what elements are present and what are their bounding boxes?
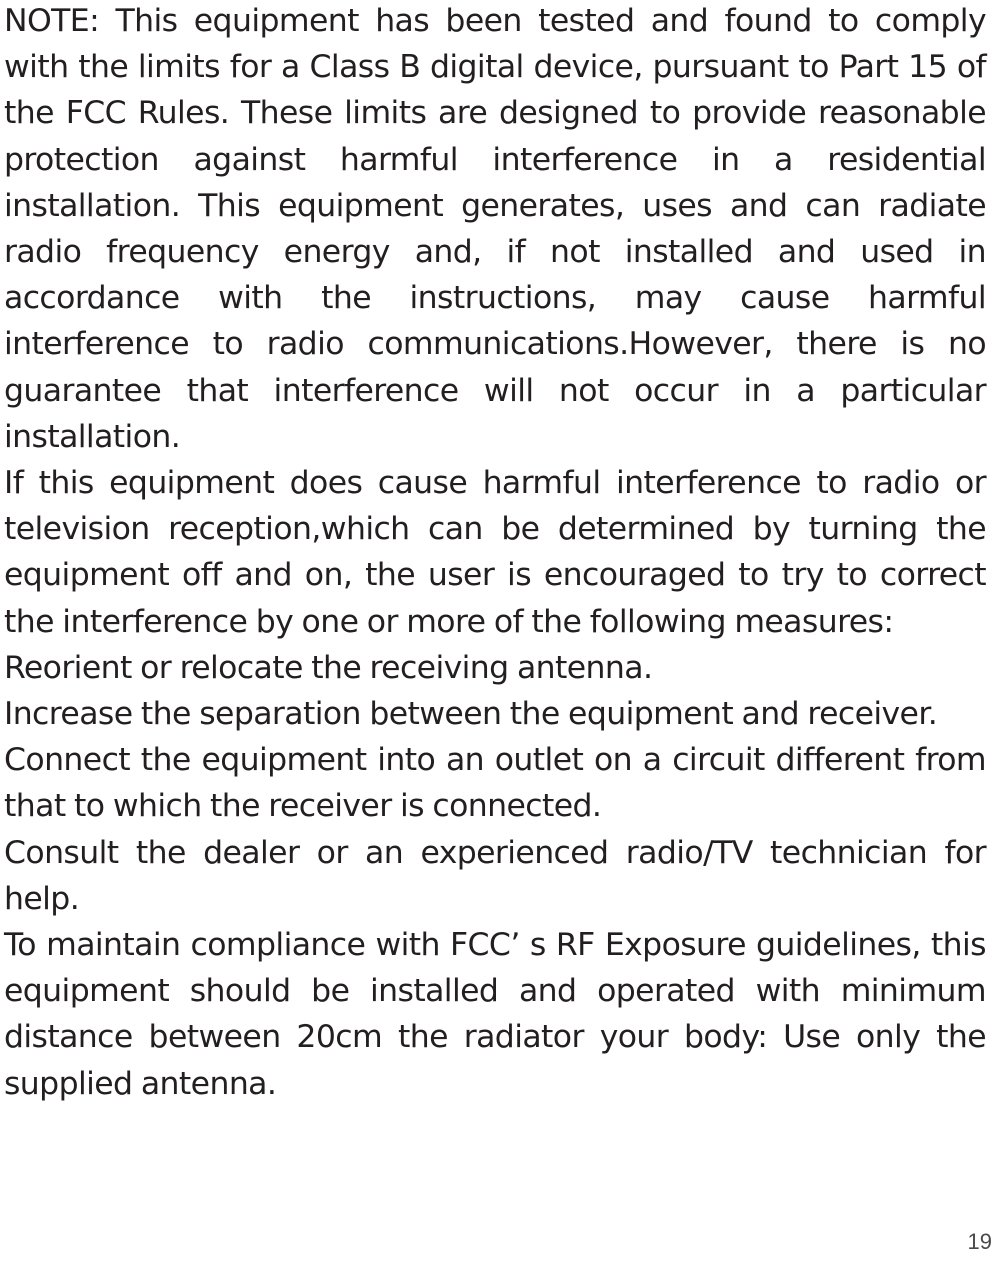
document-body (4, 0, 986, 1107)
measure-separation: Increase the separation between the equipment and receiver. (4, 696, 938, 733)
interference-paragraph: If this equipment does cause harmful interference to radio or television reception,which can be determined by turning the equipment off and on, the user is encouraged to try to correct the interference by one or more of the following measures: (4, 465, 986, 640)
fcc-note-paragraph: NOTE: This equipment has been tested and found to comply with the limits for a Class B digital device, pursuant to Part 15 of the FCC Rules. These limits are designed to provide reasonable protection against harmful interference in a residential installation. This equipment generates, uses and can radiate radio frequency energy and, if not installed and used in accordance with the instructions, may cause harmful interference to radio communications.However, there is no guarantee that interference will not occur in a particular installation. (4, 3, 986, 455)
page-number: 19 (967, 1229, 992, 1254)
measure-consult: Consult the dealer or an experienced radio/TV technician for help. (4, 834, 986, 917)
measure-outlet: Connect the equipment into an outlet on a circuit different from that to which the receiver is connected. (4, 742, 986, 825)
measure-reorient: Reorient or relocate the receiving antenna. (4, 649, 653, 686)
rf-exposure-paragraph: To maintain compliance with FCC’ s RF Exposure guidelines, this equipment should be installed and operated with minimum distance between 20cm the radiator your body: Use only the supplied antenna. (4, 927, 986, 1102)
